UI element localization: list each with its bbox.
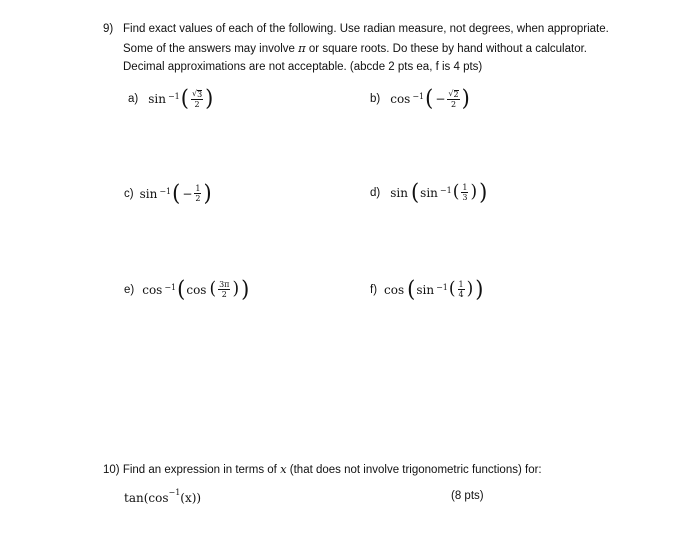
question-10-number: 10): [103, 464, 120, 476]
part-a: [128, 85, 214, 111]
instruction-line-2: Some of the answers may involve π or square roots. Do these by hand without a calculator.: [123, 41, 587, 55]
part-f: [370, 276, 484, 302]
part-f-label: f): [370, 283, 378, 296]
question-9-instructions: [123, 20, 609, 77]
part-b-expression: cos $^{-1}$ ( − √ 2 2 ): [390, 85, 470, 111]
variable-x: x: [280, 462, 287, 476]
instruction-line-1: Find exact values of each of the following. Use radian measure, not degrees, when appropriate.: [123, 23, 609, 35]
part-a-label: a): [128, 92, 139, 105]
question-10: 10) Find an expression in terms of x (that does not involve trigonometric functions) for:: [103, 462, 542, 476]
question-10-points: (8 pts): [451, 490, 484, 502]
part-e-label: e): [124, 283, 135, 296]
part-c-expression: sin $^{-1}$ ( − $\frac{1}{2}$ ): [139, 180, 212, 206]
pi-symbol: π: [298, 41, 306, 55]
fraction: $\frac{1}{2}$: [195, 184, 201, 203]
part-b-label: b): [370, 92, 381, 105]
fraction: √ 3 2: [191, 88, 203, 109]
part-b: [370, 85, 471, 111]
fraction: $\frac{1}{4}$: [458, 280, 464, 299]
part-a-expression: sin $^{-1}$ ( √ 3 2 ): [148, 85, 214, 111]
part-e-expression: cos $^{-1}$ ( cos ( $\frac{3\pi}{2}$ ) ): [142, 276, 250, 302]
part-c-label: c): [124, 187, 134, 200]
part-d-label: d): [370, 186, 381, 199]
part-e: [124, 276, 250, 302]
part-c: [124, 180, 213, 206]
part-d-expression: sin ( sin $^{-1}$ ( $\frac{1}{3}$ ) ): [390, 179, 488, 205]
part-d: [370, 179, 488, 205]
fraction: √ 2 2: [448, 88, 459, 109]
question-9-number: 9): [103, 23, 114, 35]
instruction-line-3: Decimal approximations are not acceptable. (abcde 2 pts ea, f is 4 pts): [123, 61, 483, 73]
fraction: $\frac{1}{3}$: [462, 183, 468, 202]
part-f-expression: cos ( sin $^{-1}$ ( $\frac{1}{4}$ ) ): [384, 276, 484, 302]
fraction: $\frac{3\pi}{2}$: [219, 280, 230, 299]
question-10-expression: $\tan(\cos^{-1}(x))$: [124, 488, 202, 505]
